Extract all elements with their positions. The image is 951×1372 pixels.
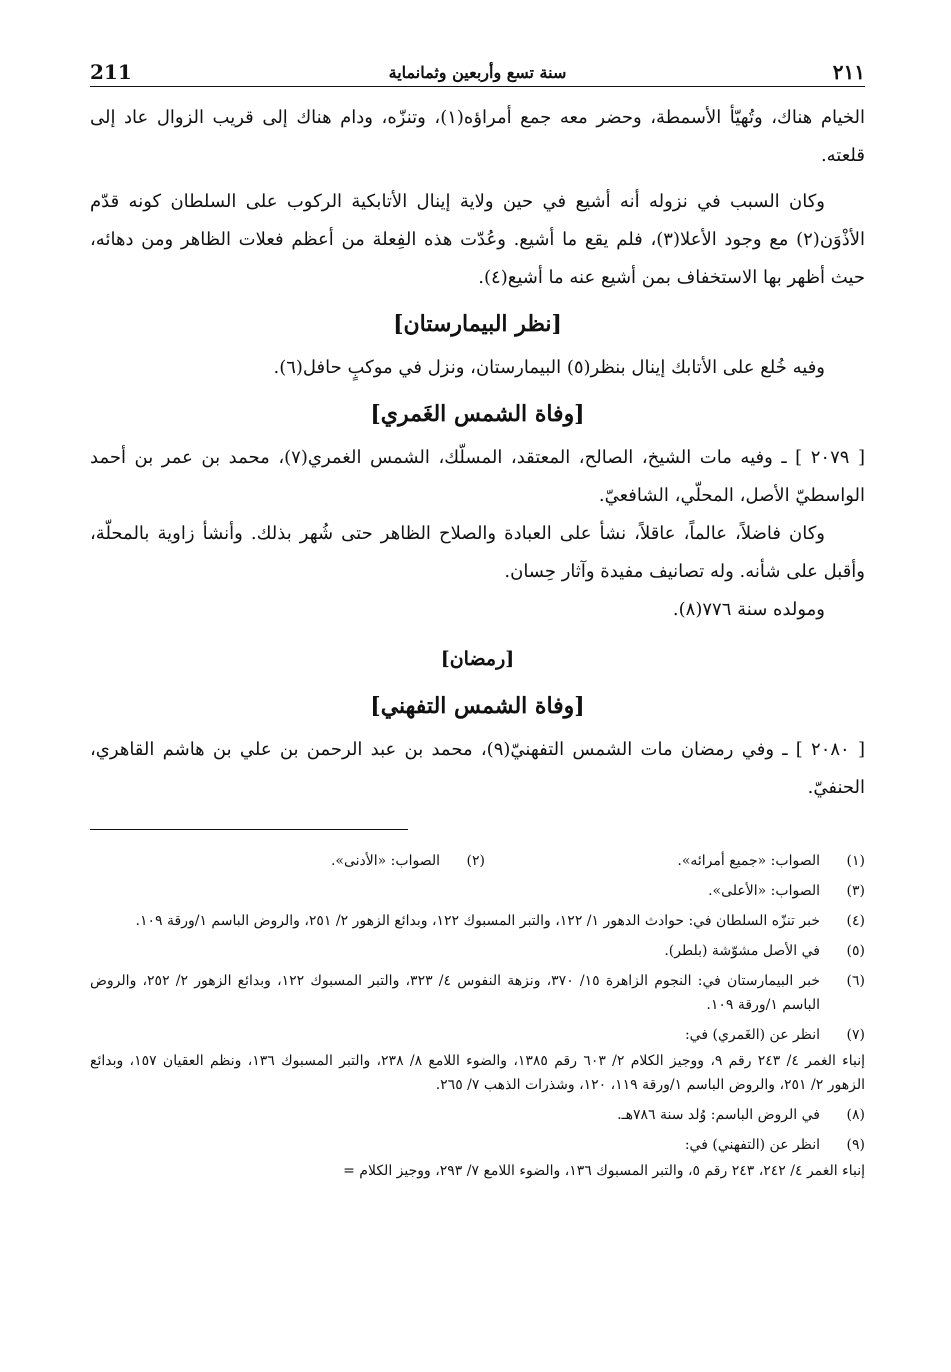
footnote bbox=[90, 1133, 865, 1157]
footnote-text: انظر عن (التفهني) في: bbox=[684, 1137, 820, 1153]
footnote-separator bbox=[90, 829, 865, 843]
footnote-text: الصواب: «جميع أمرائه». bbox=[677, 853, 820, 869]
paragraph: ومولده سنة ٧٧٦(٨). bbox=[672, 599, 825, 620]
section-heading: [نظر البيمارستان] bbox=[393, 311, 562, 337]
book-page bbox=[90, 50, 865, 1189]
footnote bbox=[90, 909, 865, 933]
footnotes bbox=[90, 849, 865, 1183]
footnote-sources: إنباء الغمر ٤/ ٢٤٣ رقم ٩، ووجيز الكلام ٢/ ٦٠٣ رقم ١٣٨٥، والضوء اللامع ٨/ ٢٣٨، والتبر المسبوك ١٣٦، ونظم العقيان ١٥٧، وبدائع الزهور ٢/ ٢٥١، والروض الباسم ١/ورقة ١١٩، ١٢٠، وشذرات الذهب ٧/ ٢٦٥. bbox=[90, 1053, 866, 1093]
footnote bbox=[90, 969, 865, 1017]
page-number-latin: 211 bbox=[90, 60, 132, 84]
footnote-row bbox=[90, 849, 865, 873]
section-heading: [وفاة الشمس التفهني] bbox=[370, 693, 585, 719]
footnote-text: خبر تنزّه السلطان في: حوادث الدهور ١/ ١٢٢، والتبر المسبوك ١٢٢، وبدائع الزهور ٢/ ٢٥١، والروض الباسم ١/ورقة ١٠٩. bbox=[135, 913, 820, 929]
main-text bbox=[90, 99, 865, 807]
header-rule bbox=[90, 86, 865, 87]
footnote-sources: إنباء الغمر ٤/ ٢٤٢، ٢٤٣ رقم ٥، والتبر المسبوك ١٣٦، والضوء اللامع ٧/ ٢٩٣، ووجيز الكلام = bbox=[343, 1163, 865, 1179]
footnote-text: انظر عن (الغَمري) في: bbox=[684, 1027, 820, 1043]
footnote-number: (٣) bbox=[846, 883, 865, 899]
section-heading: [وفاة الشمس الغَمري] bbox=[370, 401, 585, 427]
footnote-number: (٨) bbox=[846, 1107, 865, 1123]
footnote bbox=[90, 1103, 865, 1127]
footnote bbox=[90, 879, 865, 903]
footnote-text: الصواب: «الأعلى». bbox=[708, 883, 820, 899]
footnote-number: (٥) bbox=[846, 943, 865, 959]
footnote-continuation bbox=[90, 1049, 865, 1097]
footnote-number: (٤) bbox=[846, 913, 865, 929]
month-heading: [رمضان] bbox=[440, 648, 515, 670]
footnote bbox=[90, 1023, 865, 1047]
footnote-number: (٢) bbox=[466, 853, 485, 869]
paragraph: وكان فاضلاً، عالماً، عاقلاً، نشأ على العبادة والصلاح الظاهر حتى شُهر بذلك. وأنشأ زاوية بالمحلّة، وأقبل على شأنه. وله تصانيف مفيدة وآثار حِسان. bbox=[90, 523, 865, 582]
footnote bbox=[90, 939, 865, 963]
footnote-number: (١) bbox=[846, 853, 865, 869]
running-title: سنة تسع وأربعين وثمانماية bbox=[388, 63, 567, 82]
footnote-text: في الأصل مشوّشة (بلطر). bbox=[664, 943, 820, 959]
paragraph: الخيام هناك، وتُهيّأ الأسمطة، وحضر معه جمع أمراؤه(١)، وتنزّه، ودام هناك إلى قريب الزوال عاد إلى قلعته. bbox=[90, 107, 865, 166]
paragraph: وفيه خُلع على الأتابك إينال بنظر(٥) البيمارستان، ونزل في موكبٍ حافل(٦). bbox=[273, 357, 825, 378]
footnote bbox=[105, 849, 485, 873]
footnote-number: (٧) bbox=[846, 1027, 865, 1043]
entry-paragraph: [ ٢٠٨٠ ] ـ وفي رمضان مات الشمس التفهنيّ(٩)، محمد بن عبد الرحمن بن علي بن هاشم القاهري، الحنفيّ. bbox=[90, 739, 865, 798]
footnote-text: الصواب: «الأدنى». bbox=[330, 853, 440, 869]
footnote-number: (٩) bbox=[846, 1137, 865, 1153]
footnote-number: (٦) bbox=[846, 973, 865, 989]
footnote-text: في الروض الباسم: وُلد سنة ٧٨٦هـ. bbox=[617, 1107, 820, 1123]
paragraph: وكان السبب في نزوله أنه أشيع في حين ولاية إينال الأتابكية الركوب على السلطان كونه قدّم الأذْوَن(٢) مع وجود الأعلا(٣)، فلم يقع ما أشيع. وعُدّت هذه الفِعلة من أعظم فعلات الظاهر ومن دهائه، حيث أظهر بها الاستخفاف بمن أشيع عنه ما أشيع(٤). bbox=[90, 191, 866, 288]
page-number-arabic: ٢١١ bbox=[832, 60, 865, 84]
running-header bbox=[90, 50, 865, 86]
footnote-continuation bbox=[90, 1159, 865, 1183]
footnote-text: خبر البيمارستان في: النجوم الزاهرة ١٥/ ٣٧٠، ونزهة النفوس ٤/ ٣٢٣، والتبر المسبوك ١٢٢، وبدائع الزهور ٢/ ٢٥٢، والروض الباسم ١/ورقة ١٠٩. bbox=[90, 973, 821, 1013]
footnote bbox=[485, 849, 865, 873]
entry-paragraph: [ ٢٠٧٩ ] ـ وفيه مات الشيخ، الصالح، المعتقد، المسلّك، الشمس الغمري(٧)، محمد بن عمر بن أحمد الواسطيّ الأصل، المحلّي، الشافعيّ. bbox=[90, 447, 865, 506]
